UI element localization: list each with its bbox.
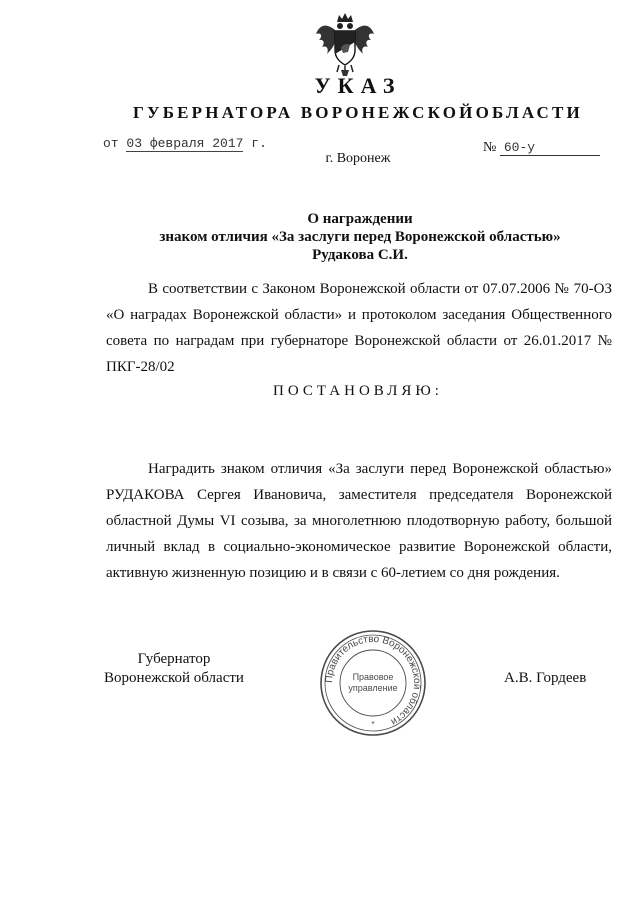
role-line-2: Воронежской области (104, 670, 244, 686)
document-subtitle: ГУБЕРНАТОРА ВОРОНЕЖСКОЙОБЛАСТИ (133, 103, 583, 122)
document-title: УКАЗ (314, 73, 402, 98)
stamp-inner-line-2: управление (348, 683, 398, 693)
coat-of-arms-icon (313, 12, 377, 78)
preamble-paragraph: В соответствии с Законом Воронежской области от 07.07.2006 № 70-ОЗ «О наградах Воронежской области» и протоколом заседания Общественного совета по наградам при губернаторе Воронежской области от 26.01.2017 № ПКГ-28/02 (106, 281, 612, 375)
date-prefix: от (103, 136, 119, 151)
signatory-role (100, 650, 248, 688)
award-paragraph: Наградить знаком отличия «За заслуги перед Воронежской областью» РУДАКОВА Сергея Ивановича, заместителя председателя Воронежской областной Думы VI созыва, за многолетнюю плодотворную работу, большой личный вклад в социально-экономическое развитие Воронежской области, активную жизненную позицию и в связи с 60-летием со дня рождения. (106, 461, 612, 581)
subject-line-1: О награждении (307, 211, 413, 227)
number-prefix: № (483, 140, 497, 155)
subject-line-3: Рудакова С.И. (312, 247, 408, 263)
signatory-name: А.В. Гордеев (504, 670, 587, 686)
stamp-outer-text: Правительство Воронежской области (323, 633, 423, 728)
date-suffix: г. (251, 136, 267, 151)
city: г. Воронеж (325, 151, 391, 166)
decree-word: ПОСТАНОВЛЯЮ: (273, 383, 443, 399)
number-value: 60-у (500, 140, 600, 156)
subject-line-2: знаком отличия «За заслуги перед Воронежской областью» (159, 229, 561, 245)
svg-text:*: * (371, 720, 375, 729)
decree-subject (110, 210, 610, 264)
date-value: 03 февраля 2017 (126, 136, 244, 151)
official-stamp (318, 628, 428, 738)
role-line-1: Губернатор (137, 651, 211, 667)
stamp-inner-line-1: Правовое (352, 672, 394, 682)
decree-date (103, 136, 267, 151)
